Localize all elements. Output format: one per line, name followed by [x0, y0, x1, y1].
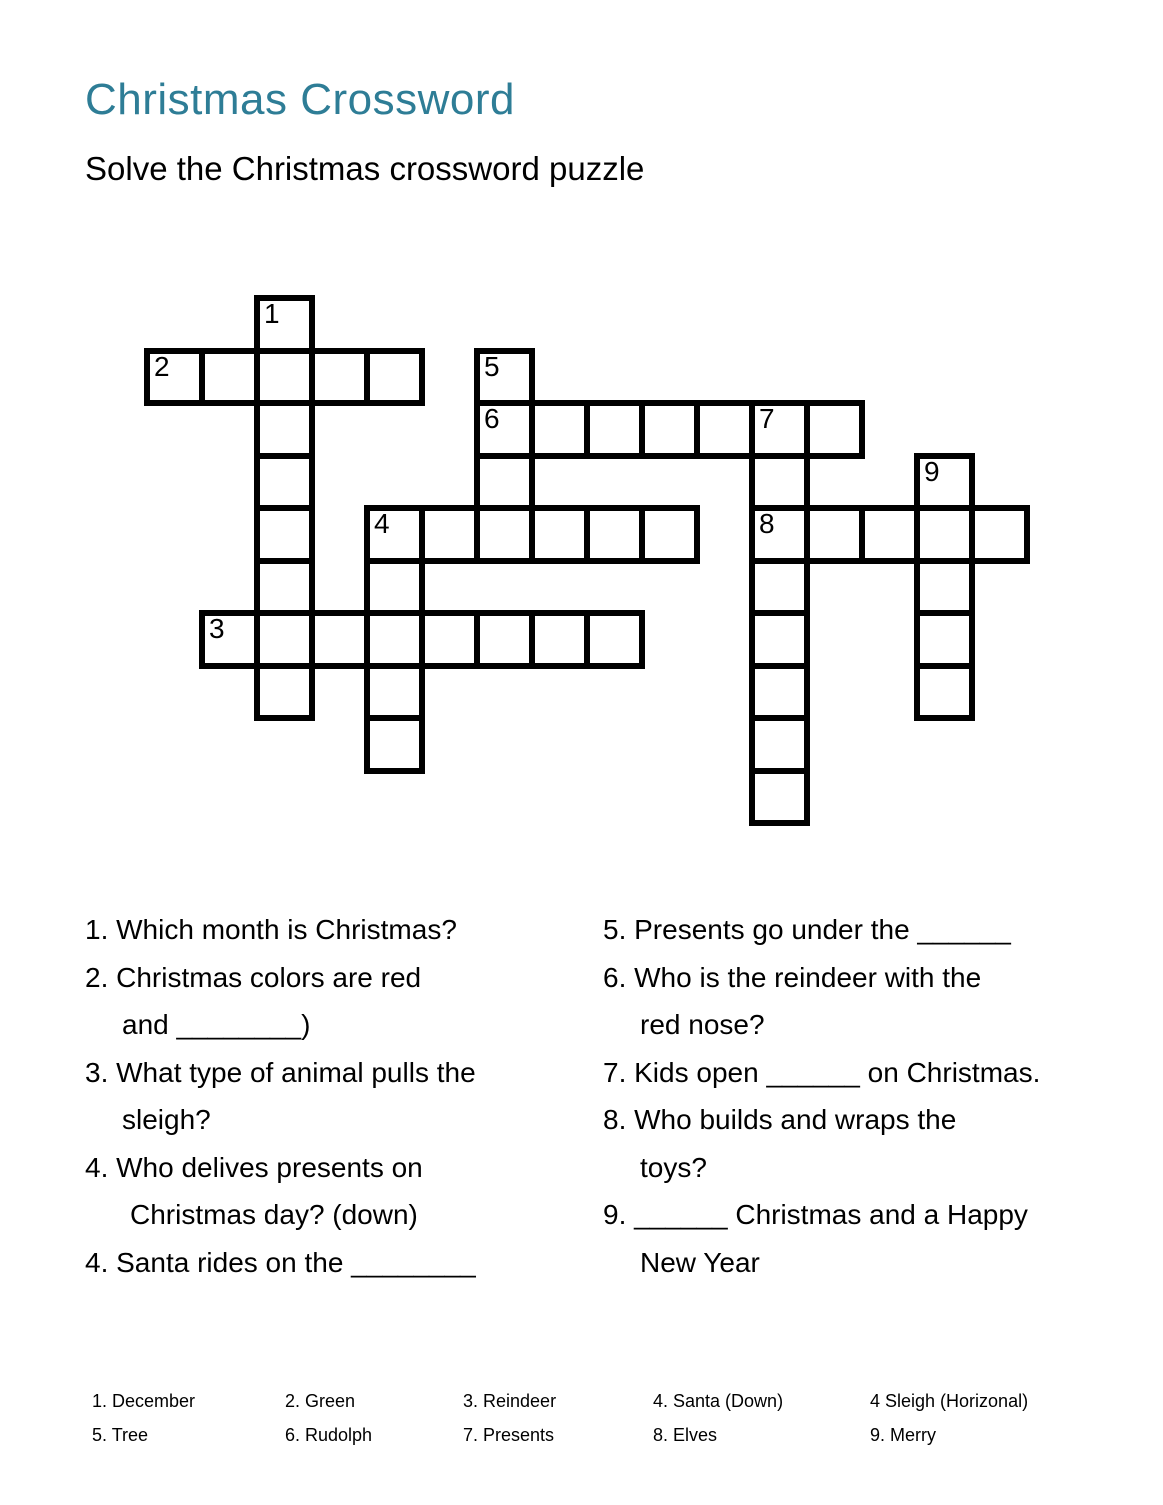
grid-cell[interactable] [914, 663, 975, 722]
grid-cell[interactable] [749, 610, 810, 669]
answer-item: 1. December [92, 1391, 196, 1411]
grid-cell[interactable] [914, 505, 975, 564]
grid-cell[interactable] [144, 348, 205, 407]
clue-line: 4. Santa rides on the ________ [85, 1246, 476, 1278]
clues-left-column [85, 906, 476, 1286]
grid-cell[interactable] [749, 453, 810, 512]
grid-cell[interactable] [419, 505, 480, 564]
grid-cell[interactable] [914, 610, 975, 669]
grid-cell[interactable] [254, 505, 315, 564]
clue-line: toys? [640, 1151, 707, 1183]
grid-cell[interactable] [309, 610, 370, 669]
clue-line: red nose? [640, 1009, 765, 1040]
grid-cell[interactable] [914, 558, 975, 617]
cell-number: 4 [374, 508, 390, 539]
answer-item: 5. Tree [92, 1425, 149, 1445]
grid-cell[interactable] [309, 348, 370, 407]
grid-cell[interactable] [474, 610, 535, 669]
answer-item: 6. Rudolph [285, 1425, 373, 1445]
cell-number: 7 [759, 403, 775, 434]
page-subtitle: Solve the Christmas crossword puzzle [85, 150, 645, 187]
grid-cell[interactable] [859, 505, 920, 564]
grid-cell[interactable] [694, 400, 755, 459]
answer-item: 2. Green [285, 1391, 356, 1411]
grid-cell[interactable] [364, 348, 425, 407]
grid-cell[interactable] [749, 505, 810, 564]
answer-item: 8. Elves [653, 1425, 718, 1445]
clues-right-column [603, 906, 1040, 1286]
cell-number: 2 [154, 350, 170, 382]
clue-line: 1. Which month is Christmas? [85, 914, 457, 945]
answer-item: 4 Sleigh (Horizonal) [870, 1391, 1029, 1411]
clue-line: 3. What type of animal pulls the [85, 1056, 476, 1088]
grid-cell[interactable] [254, 558, 315, 617]
clue-line: 4. Who delives presents on [85, 1151, 423, 1183]
grid-cell[interactable] [474, 400, 535, 459]
clue-line: 7. Kids open ______ on Christmas. [603, 1056, 1041, 1088]
grid-cell[interactable] [584, 505, 645, 564]
grid-cell[interactable] [969, 505, 1030, 564]
grid-cell[interactable] [749, 663, 810, 722]
grid-cell[interactable] [474, 453, 535, 512]
grid-cell[interactable] [529, 610, 590, 669]
answer-item: 9. Merry [870, 1425, 937, 1445]
clue-line: 6. Who is the reindeer with the [603, 961, 982, 993]
grid-cell[interactable] [419, 610, 480, 669]
grid-cell[interactable] [364, 663, 425, 722]
grid-cell[interactable] [749, 768, 810, 827]
grid-cell[interactable] [254, 453, 315, 512]
clue-line: New Year [640, 1246, 760, 1278]
cell-number: 9 [924, 455, 940, 487]
grid-cell[interactable] [749, 715, 810, 774]
cell-number: 6 [484, 403, 500, 434]
grid-cell[interactable] [639, 505, 700, 564]
clue-line: 2. Christmas colors are red [85, 961, 422, 993]
clue-line: Christmas day? (down) [130, 1199, 418, 1230]
grid-cell[interactable] [364, 715, 425, 774]
grid-cell[interactable] [749, 400, 810, 459]
cell-number: 5 [484, 350, 500, 382]
grid-cell[interactable] [529, 400, 590, 459]
grid-cell[interactable] [254, 295, 315, 354]
grid-cell[interactable] [804, 505, 865, 564]
grid-cell[interactable] [804, 400, 865, 459]
grid-cell[interactable] [474, 505, 535, 564]
grid-cell[interactable] [584, 610, 645, 669]
grid-cell[interactable] [254, 348, 315, 407]
answer-item: 7. Presents [463, 1425, 555, 1445]
clue-line: and ________) [122, 1009, 311, 1040]
grid-cell[interactable] [584, 400, 645, 459]
cell-number: 1 [264, 298, 280, 329]
clue-line: 5. Presents go under the ______ [603, 914, 1011, 945]
grid-cell[interactable] [914, 453, 975, 512]
clue-line: 8. Who builds and wraps the [603, 1104, 957, 1135]
clue-line: 9. ______ Christmas and a Happy [603, 1199, 1028, 1230]
cell-number: 8 [759, 508, 775, 539]
grid-cell[interactable] [199, 348, 260, 407]
clue-line: sleigh? [122, 1104, 211, 1135]
grid-cell[interactable] [639, 400, 700, 459]
grid-cell[interactable] [364, 558, 425, 617]
grid-cell[interactable] [254, 400, 315, 459]
answer-item: 4. Santa (Down) [653, 1391, 784, 1411]
grid-cell[interactable] [474, 348, 535, 407]
grid-cell[interactable] [254, 610, 315, 669]
crossword-grid [144, 295, 1044, 835]
grid-cell[interactable] [364, 610, 425, 669]
grid-cell[interactable] [364, 505, 425, 564]
answer-item: 3. Reindeer [463, 1391, 557, 1411]
grid-cell[interactable] [199, 610, 260, 669]
cell-number: 3 [209, 613, 225, 644]
grid-cell[interactable] [254, 663, 315, 722]
answer-key [92, 1384, 1028, 1452]
page-title: Christmas Crossword [85, 75, 516, 124]
grid-cell[interactable] [529, 505, 590, 564]
grid-cell[interactable] [749, 558, 810, 617]
